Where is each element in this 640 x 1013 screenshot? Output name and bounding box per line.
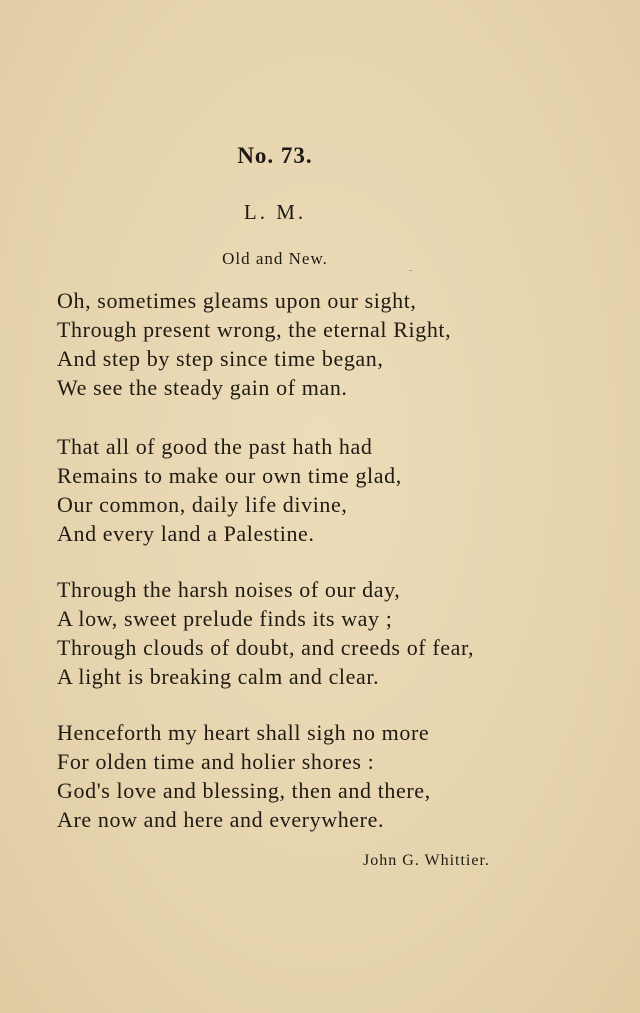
- verse-line: Through present wrong, the eternal Right,: [57, 317, 452, 342]
- verse-line: Through clouds of doubt, and creeds of fear,: [57, 635, 475, 660]
- verse-line: Through the harsh noises of our day,: [57, 577, 401, 602]
- paper-speck: [409, 270, 412, 271]
- verse-line: A low, sweet prelude finds its way ;: [57, 606, 393, 631]
- verse-line: Our common, daily life divine,: [57, 492, 348, 517]
- stanza-3: [57, 575, 617, 691]
- hymn-author: John G. Whittier.: [363, 852, 490, 869]
- stanza-4: [57, 718, 617, 834]
- hymn-meter: L. M.: [243, 200, 307, 224]
- verse-line: We see the steady gain of man.: [57, 375, 348, 400]
- hymn-number: No. 73.: [237, 143, 313, 168]
- verse-line: For olden time and holier shores :: [57, 749, 375, 774]
- verse-line: And step by step since time began,: [57, 346, 384, 371]
- stanza-2: [57, 432, 617, 548]
- hymn-title: Old and New.: [222, 249, 328, 268]
- verse-line: God's love and blessing, then and there,: [57, 778, 431, 803]
- verse-line: That all of good the past hath had: [57, 434, 373, 459]
- verse-line: Oh, sometimes gleams upon our sight,: [57, 288, 417, 313]
- verse-line: A light is breaking calm and clear.: [57, 664, 380, 689]
- verse-line: Are now and here and everywhere.: [57, 807, 385, 832]
- verse-line: Remains to make our own time glad,: [57, 463, 402, 488]
- verse-line: And every land a Palestine.: [57, 521, 315, 546]
- verse-line: Henceforth my heart shall sigh no more: [57, 720, 430, 745]
- stanza-1: [57, 286, 617, 402]
